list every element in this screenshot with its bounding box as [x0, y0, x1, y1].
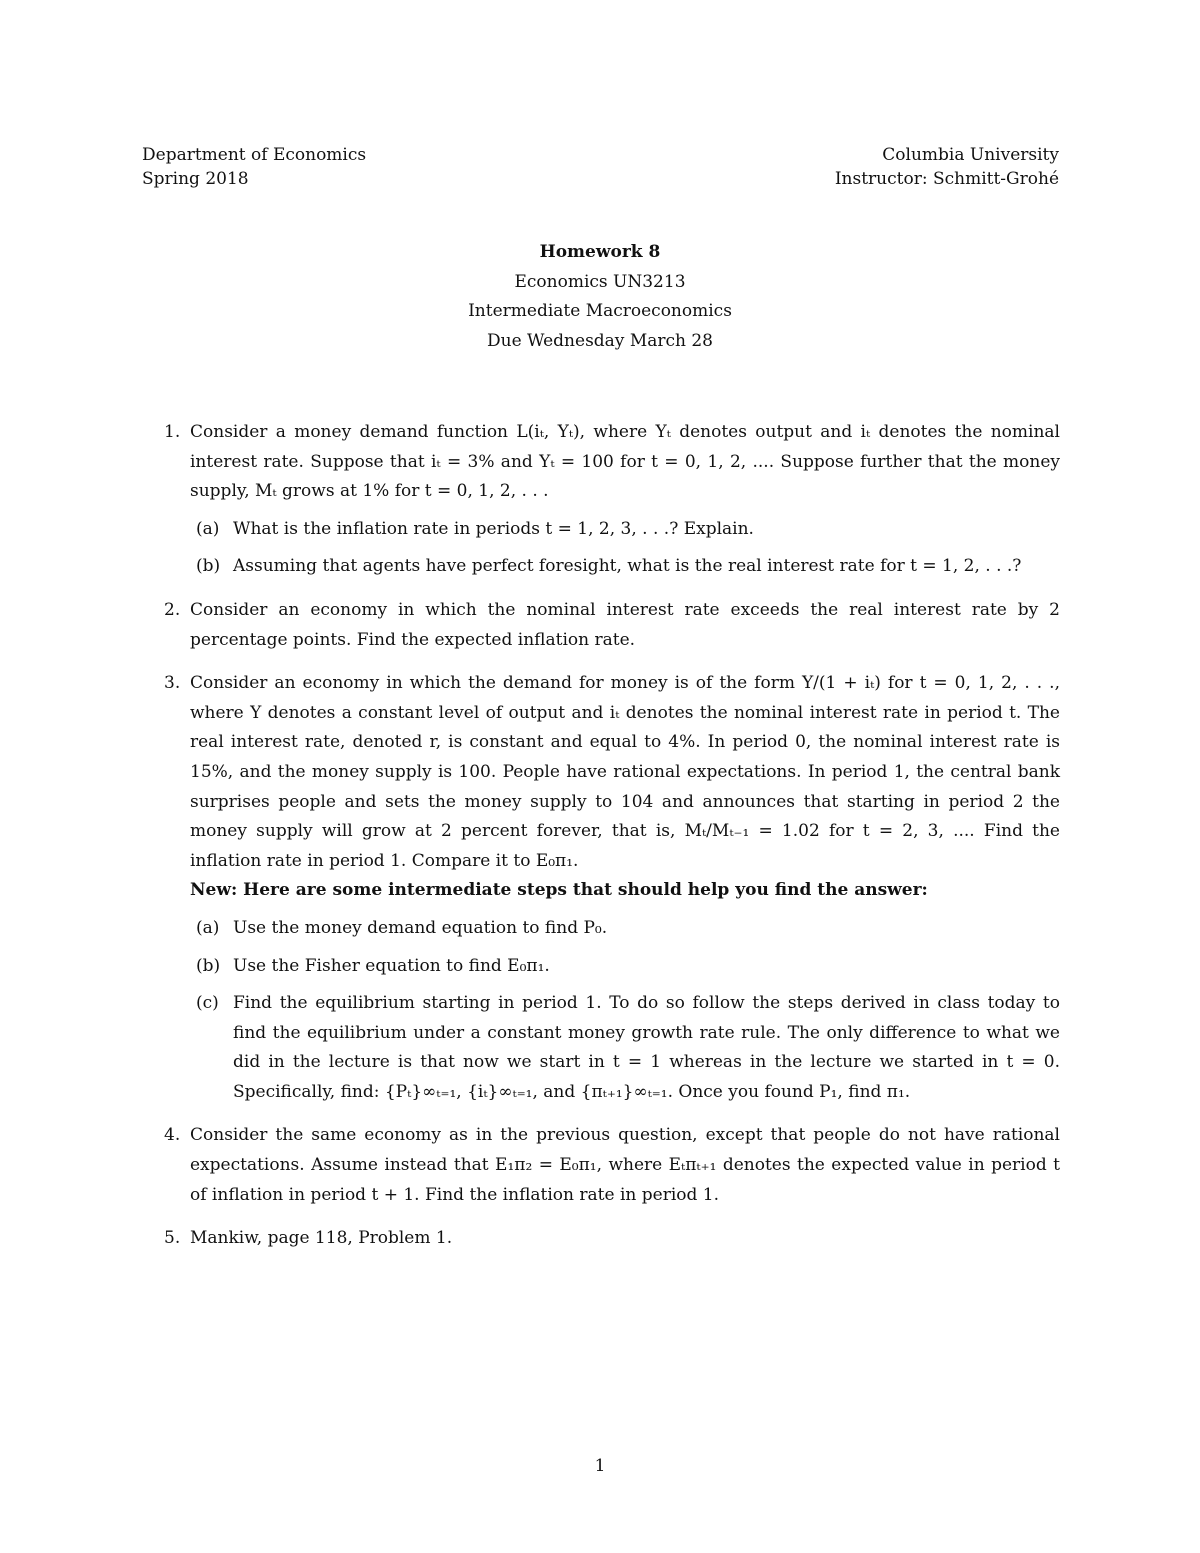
part-text: Find the equilibrium starting in period 1. To do so follow the steps derived in class today to find the equilibrium under a constant money growth rate rule. The only difference to what we did in the lecture is that now we start in t = 1 whereas in the lecture we started in t = 0. Specifically, find: {Pₜ}∞ₜ₌₁, {iₜ}∞ₜ₌₁, and {πₜ₊₁}∞ₜ₌₁. Once you found P₁, find π₁.	[233, 993, 1060, 1102]
question-4	[142, 1121, 1060, 1210]
course-name: Intermediate Macroeconomics	[468, 301, 732, 321]
page-number: 1	[594, 1456, 606, 1476]
part-text: Use the Fisher equation to find E₀π₁.	[233, 955, 550, 976]
part-label: (b)	[196, 955, 221, 976]
header-left	[142, 143, 366, 191]
hint-note: New: Here are some intermediate steps that should help you find the answer:	[190, 880, 928, 901]
question-number: 2.	[164, 599, 181, 620]
question-3-part-c	[190, 989, 1060, 1107]
question-3	[142, 669, 1060, 1107]
part-text: Assuming that agents have perfect foresight, what is the real interest rate for t = 1, 2, . . .?	[233, 556, 1022, 577]
question-1	[142, 418, 1060, 582]
document-title: Homework 8	[539, 242, 661, 262]
question-2	[142, 596, 1060, 655]
question-1-part-b	[190, 552, 1060, 582]
question-number: 4.	[164, 1125, 181, 1146]
question-list	[142, 418, 1060, 1268]
question-text: Consider an economy in which the demand for money is of the form Y/(1 + iₜ) for t = 0, 1, 2, . . ., where Y denotes a constant level of output and iₜ denotes the nominal interest rate in period t. The real interest rate, denoted r, is constant and equal to 4%. In period 0, the nominal interest rate is 15%, and the money supply is 100. People have rational expectations. In period 1, the central bank surprises people and sets the money supply to 104 and announces that starting in period 2 the money supply will grow at 2 percent forever, that is, Mₜ/Mₜ₋₁ = 1.02 for t = 2, 3, .... Find the inflation rate in period 1. Compare it to E₀π₁.	[190, 673, 1060, 871]
question-text: Mankiw, page 118, Problem 1.	[190, 1228, 453, 1249]
question-number: 5.	[164, 1228, 181, 1249]
part-label: (b)	[196, 556, 221, 577]
question-1-part-a	[190, 515, 1060, 545]
question-text: Consider the same economy as in the previous question, except that people do not have rational expectations. Assume instead that E₁π₂ = E₀π₁, where Eₜπₜ₊₁ denotes the expected value in period t of inflation in period t + 1. Find the inflation rate in period 1.	[190, 1125, 1060, 1205]
department-name: Department of Economics	[142, 145, 367, 165]
header-right	[835, 143, 1059, 191]
question-text: Consider a money demand function L(iₜ, Yₜ), where Yₜ denotes output and iₜ denotes the nominal interest rate. Suppose that iₜ = 3% and Yₜ = 100 for t = 0, 1, 2, .... Suppose further that the money supply, Mₜ grows at 1% for t = 0, 1, 2, . . .	[190, 422, 1060, 502]
part-label: (c)	[196, 993, 219, 1014]
part-text: What is the inflation rate in periods t = 1, 2, 3, . . .? Explain.	[233, 518, 754, 539]
due-date: Due Wednesday March 28	[486, 330, 713, 351]
question-number: 3.	[164, 673, 181, 694]
question-3-part-a	[190, 914, 1060, 944]
question-text: Consider an economy in which the nominal interest rate exceeds the real interest rate by 2 percentage points. Find the expected inflation rate.	[190, 599, 1060, 650]
question-3-part-b	[190, 952, 1060, 982]
part-label: (a)	[196, 518, 220, 539]
university-name: Columbia University	[882, 145, 1059, 165]
part-label: (a)	[196, 917, 220, 938]
title-block	[0, 238, 1200, 356]
instructor-name: Instructor: Schmitt-Grohé	[834, 169, 1059, 189]
question-number: 1.	[164, 422, 181, 442]
part-text: Use the money demand equation to find P₀.	[233, 917, 608, 938]
course-code: Economics UN3213	[514, 271, 686, 292]
semester: Spring 2018	[142, 169, 249, 189]
question-5	[142, 1224, 1060, 1254]
